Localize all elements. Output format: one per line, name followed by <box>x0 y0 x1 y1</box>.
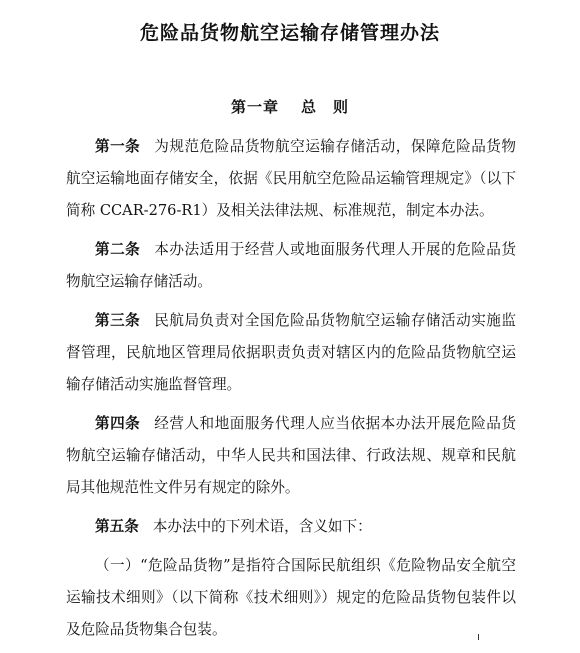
chapter-heading <box>0 96 580 117</box>
article-label: 第五条 <box>95 518 139 535</box>
article-2 <box>66 234 516 298</box>
article-1 <box>66 131 516 227</box>
definition-text: （一）“危险品货物”是指符合国际民航组织《危险物品安全航空运输技术细则》（以下简称《技术细则》）规定的危险品货物包装件以及危险品货物集合包装。 <box>66 557 516 638</box>
article-text: 本办法适用于经营人或地面服务代理人开展的危险品货物航空运输存储活动。 <box>66 241 516 290</box>
article-text: 民航局负责对全国危险品货物航空运输存储活动实施监督管理，民航地区管理局依据职责负责对辖区内的危险品货物航空运输存储活动实施监督管理。 <box>66 312 516 393</box>
article-text: 本办法中的下列术语，含义如下： <box>152 518 372 535</box>
article-label: 第二条 <box>95 241 141 258</box>
document-title: 危险品货物航空运输存储管理办法 <box>139 22 440 44</box>
article-label: 第四条 <box>95 415 141 432</box>
article-label: 第三条 <box>95 312 141 329</box>
definition-1 <box>66 550 516 646</box>
chapter-name: 总 则 <box>301 98 350 116</box>
article-text: 经营人和地面服务代理人应当依据本办法开展危险品货物航空运输存储活动，中华人民共和国法律、行政法规、规章和民航局其他规范性文件另有规定的除外。 <box>66 415 516 496</box>
article-label: 第一条 <box>95 138 141 155</box>
article-3 <box>66 305 516 401</box>
article-text: 为规范危险品货物航空运输存储活动，保障危险品货物航空运输地面存储安全，依据《民用航空危险品运输管理规定》（以下简称 CCAR-276-R1）及相关法律法规、标准规范，制定本办法。 <box>66 138 516 219</box>
article-5 <box>66 511 516 543</box>
page-edge-mark <box>478 634 479 640</box>
document-body <box>66 131 516 653</box>
article-4 <box>66 408 516 504</box>
chapter-label: 第一章 <box>230 98 279 116</box>
